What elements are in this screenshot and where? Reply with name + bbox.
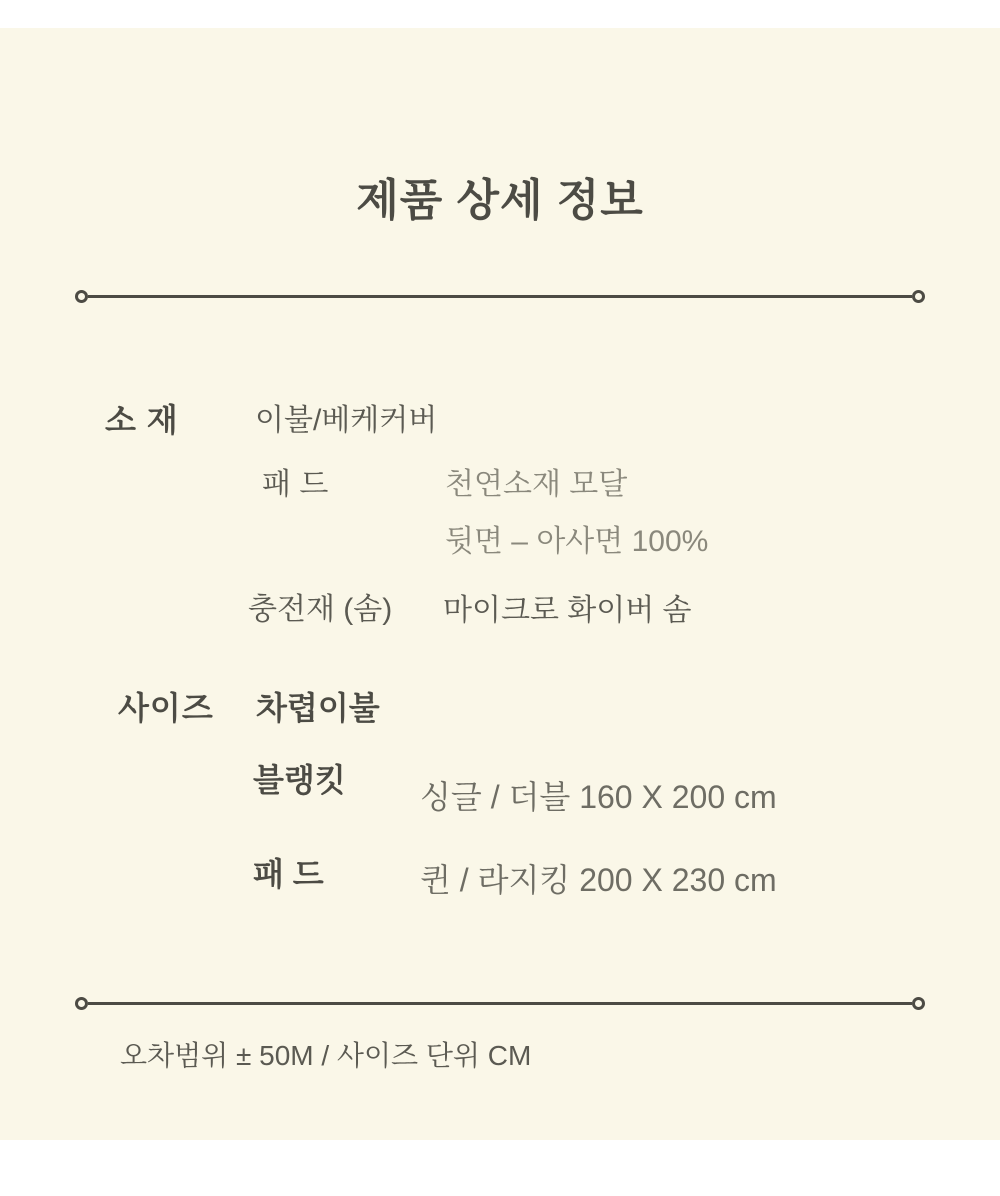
material-pad-label: 패 드	[262, 468, 329, 501]
size-value: 차렵이불	[256, 690, 380, 726]
size-blanket-value: 싱글 / 더블 160 X 200 cm	[420, 779, 777, 815]
divider-left-dot	[75, 997, 88, 1010]
material-pad-value-2: 뒷면 – 아사면 100%	[445, 525, 709, 558]
divider-line	[88, 1002, 912, 1005]
material-section-label: 소 재	[105, 402, 179, 438]
size-pad-value: 퀸 / 라지킹 200 X 230 cm	[420, 862, 777, 898]
divider-left-dot	[75, 290, 88, 303]
divider-right-dot	[912, 290, 925, 303]
tolerance-note: 오차범위 ± 50M / 사이즈 단위 CM	[120, 1040, 532, 1071]
material-pad-value-1: 천연소재 모달	[445, 468, 628, 501]
material-filling-label: 충전재 (솜)	[248, 593, 393, 626]
size-blanket-label: 블랭킷	[253, 762, 346, 798]
size-section-label: 사이즈	[118, 690, 214, 726]
size-pad-label: 패 드	[253, 856, 324, 892]
bottom-divider	[75, 996, 925, 1010]
material-value: 이불/베케커버	[255, 404, 438, 437]
top-divider	[75, 289, 925, 303]
material-filling-value: 마이크로 화이버 솜	[443, 594, 692, 627]
page-title: 제품 상세 정보	[356, 176, 644, 225]
divider-right-dot	[912, 997, 925, 1010]
product-info-panel	[0, 28, 1000, 1140]
divider-line	[88, 295, 912, 298]
